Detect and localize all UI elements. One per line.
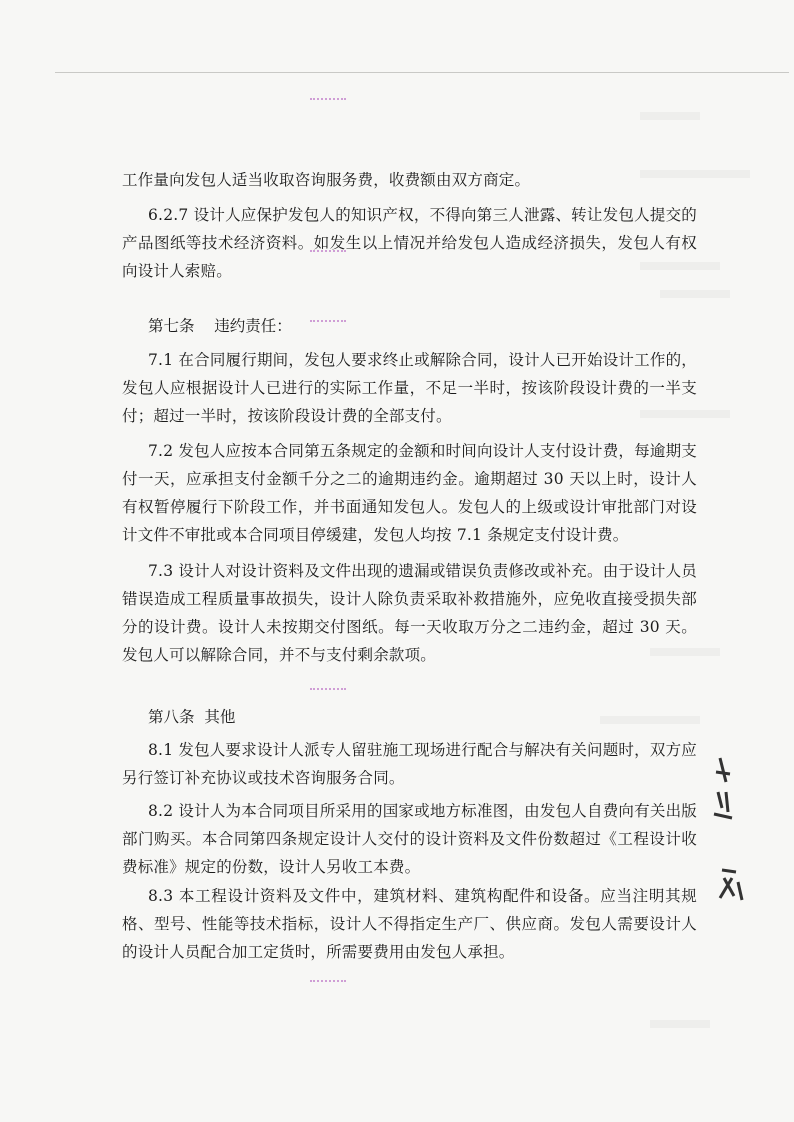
continuation-paragraph: 工作量向发包人适当收取咨询服务费，收费额由双方商定。 bbox=[122, 171, 531, 189]
top-rule bbox=[55, 72, 789, 73]
bleed-through bbox=[640, 112, 700, 120]
bleed-through bbox=[600, 716, 700, 724]
scan-marker bbox=[310, 688, 346, 693]
clause-7-1: 7.1 在合同履行期间，发包人要求终止或解除合同，设计人已开始设计工作的，发包人应根据设计人已进行的实际工作量，不足一半时，按该阶段设计费的一半支付；超过一半时，按该阶段设计费的全部支付。 bbox=[122, 351, 697, 425]
clause-7-2: 7.2 发包人应按本合同第五条规定的金额和时间向设计人支付设计费，每逾期支付一天，应承担支付金额千分之二的逾期违约金。逾期超过 30 天以上时，设计人有权暂停履行下阶段工作，并书面通知发包人。发包人的上级或设计审批部门对设计文件不审批或本合同项目停缓建，发包人均按 7.1 条规定支付设计费。 bbox=[122, 442, 697, 544]
clause-7-3: 7.3 设计人对设计资料及文件出现的遗漏或错误负责修改或补充。由于设计人员错误造成工程质量事故损失，设计人除负责采取补救措施外，应免收直接受损失部分的设计费。设计人未按期交付图纸。每一天收取万分之二违约金，超过 30 天。发包人可以解除合同，并不与支付剩余款项。 bbox=[122, 562, 697, 664]
clause-6-2-7: 6.2.7 设计人应保护发包人的知识产权，不得向第三人泄露、转让发包人提交的产品图纸等技术经济资料。如发生以上情况并给发包人造成经济损失，发包人有权向设计人索赔。 bbox=[122, 206, 697, 280]
bleed-through bbox=[660, 290, 730, 298]
scan-marker bbox=[310, 98, 346, 103]
clause-8-1: 8.1 发包人要求设计人派专人留驻施工现场进行配合与解决有关问题时，双方应另行签订补充协议或技术咨询服务合同。 bbox=[122, 741, 697, 787]
binding-stamp-edge bbox=[712, 752, 752, 902]
article-7-heading: 第七条 违约责任： bbox=[148, 317, 292, 335]
bleed-through bbox=[650, 1020, 710, 1028]
clause-8-2: 8.2 设计人为本合同项目所采用的国家或地方标准图，由发包人自费向有关出版部门购买。本合同第四条规定设计人交付的设计资料及文件份数超过《工程设计收费标准》规定的份数，设计人另收工本费。 bbox=[122, 802, 697, 876]
scan-marker bbox=[310, 320, 346, 325]
clause-8-3: 8.3 本工程设计资料及文件中，建筑材料、建筑构配件和设备。应当注明其规格、型号、性能等技术指标，设计人不得指定生产厂、供应商。发包人需要设计人的设计人员配合加工定货时，所需要费用由发包人承担。 bbox=[122, 887, 697, 961]
article-8-heading: 第八条 其他 bbox=[148, 708, 236, 726]
scan-marker bbox=[310, 980, 346, 985]
